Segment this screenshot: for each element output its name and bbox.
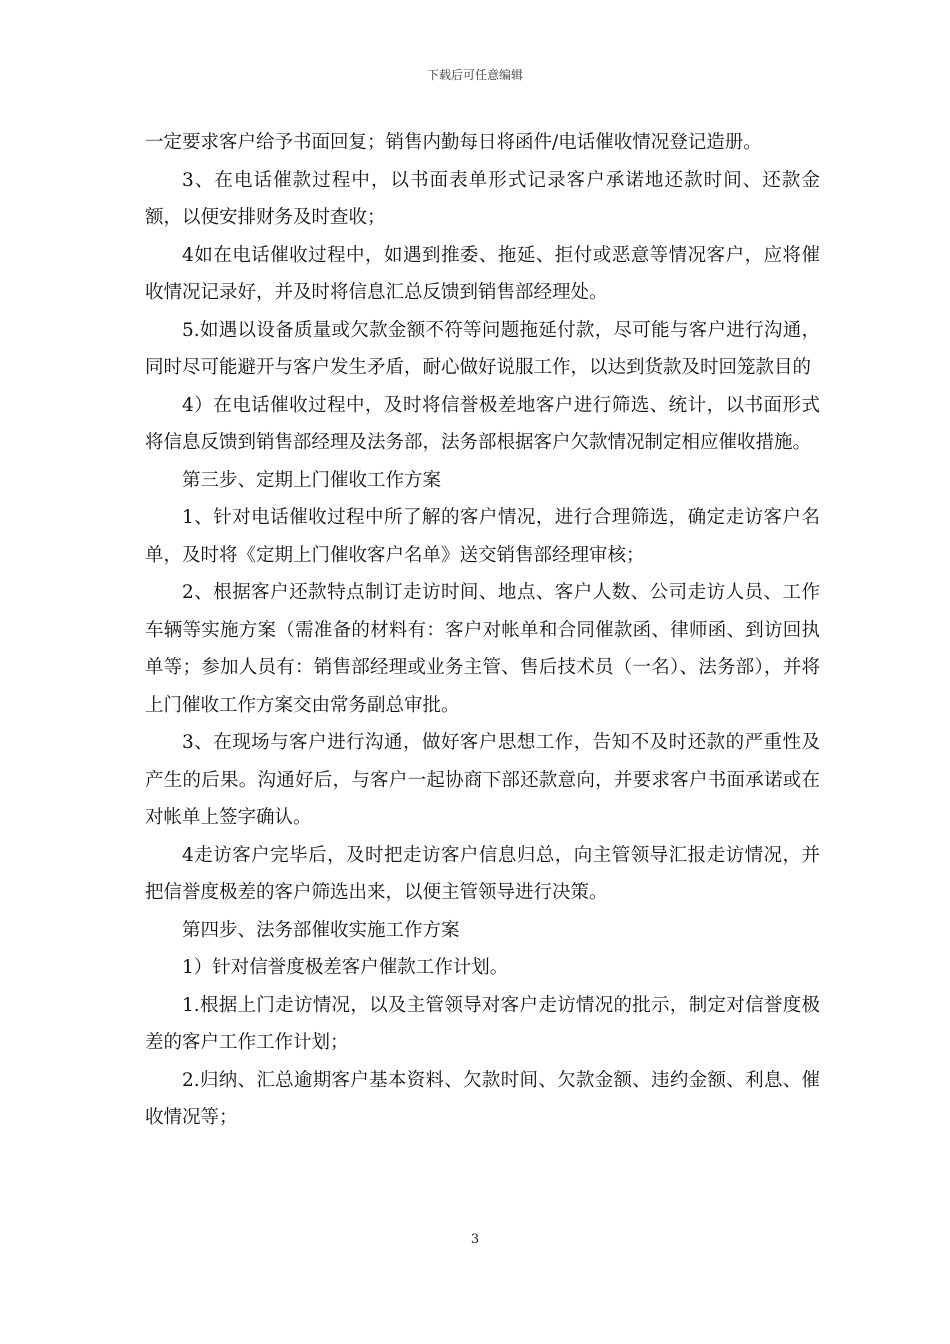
section-heading-step-3: 第三步、定期上门催收工作方案 xyxy=(182,469,442,491)
paragraph-1: 3、在电话催款过程中，以书面表单形式记录客户承诺地还款时间、还款金额，以便安排财务及时查收； xyxy=(145,169,820,228)
paragraph-13: 2.归纳、汇总逾期客户基本资料、欠款时间、欠款金额、违约金额、利息、催收情况等； xyxy=(145,1069,820,1128)
paragraph-8: 3、在现场与客户进行沟通，做好客户思想工作，告知不及时还款的严重性及产生的后果。沟通好后，与客户一起协商下部还款意向，并要求客户书面承诺或在对帐单上签字确认。 xyxy=(145,732,820,828)
paragraph-6: 1、针对电话催收过程中所了解的客户情况，进行合理筛选，确定走访客户名单，及时将《定期上门催收客户名单》送交销售部经理审核； xyxy=(145,507,820,566)
page-header: 下载后可任意编辑 xyxy=(426,68,523,82)
paragraph-9: 4走访客户完毕后，及时把走访客户信息归总，向主管领导汇报走访情况，并把信誉度极差的客户筛选出来，以便主管领导进行决策。 xyxy=(145,844,820,903)
paragraph-12: 1.根据上门走访情况，以及主管领导对客户走访情况的批示，制定对信誉度极差的客户工作工作计划； xyxy=(145,994,820,1053)
paragraph-3: 5.如遇以设备质量或欠款金额不符等问题拖延付款，尽可能与客户进行沟通，同时尽可能避开与客户发生矛盾，耐心做好说服工作，以达到货款及时回笼款目的 xyxy=(145,319,820,378)
paragraph-4: 4）在电话催收过程中，及时将信誉极差地客户进行筛选、统计，以书面形式将信息反馈到销售部经理及法务部，法务部根据客户欠款情况制定相应催收措施。 xyxy=(145,394,820,453)
paragraph-0: 一定要求客户给予书面回复；销售内勤每日将函件/电话催收情况登记造册。 xyxy=(145,132,762,153)
document-body xyxy=(145,124,820,1137)
page-number: 3 xyxy=(470,1232,480,1247)
paragraph-2: 4如在电话催收过程中，如遇到推委、拖延、拒付或恶意等情况客户，应将催收情况记录好，并及时将信息汇总反馈到销售部经理处。 xyxy=(145,244,820,303)
paragraph-7: 2、根据客户还款特点制订走访时间、地点、客户人数、公司走访人员、工作车辆等实施方案（需准备的材料有：客户对帐单和合同催款函、律师函、到访回执单等；参加人员有：销售部经理或业务主管、售后技术员（一名）、法务部），并将上门催收工作方案交由常务副总审批。 xyxy=(145,582,820,716)
section-heading-step-4: 第四步、法务部催收实施工作方案 xyxy=(182,919,460,941)
paragraph-11: 1）针对信誉度极差客户催款工作计划。 xyxy=(182,957,509,978)
